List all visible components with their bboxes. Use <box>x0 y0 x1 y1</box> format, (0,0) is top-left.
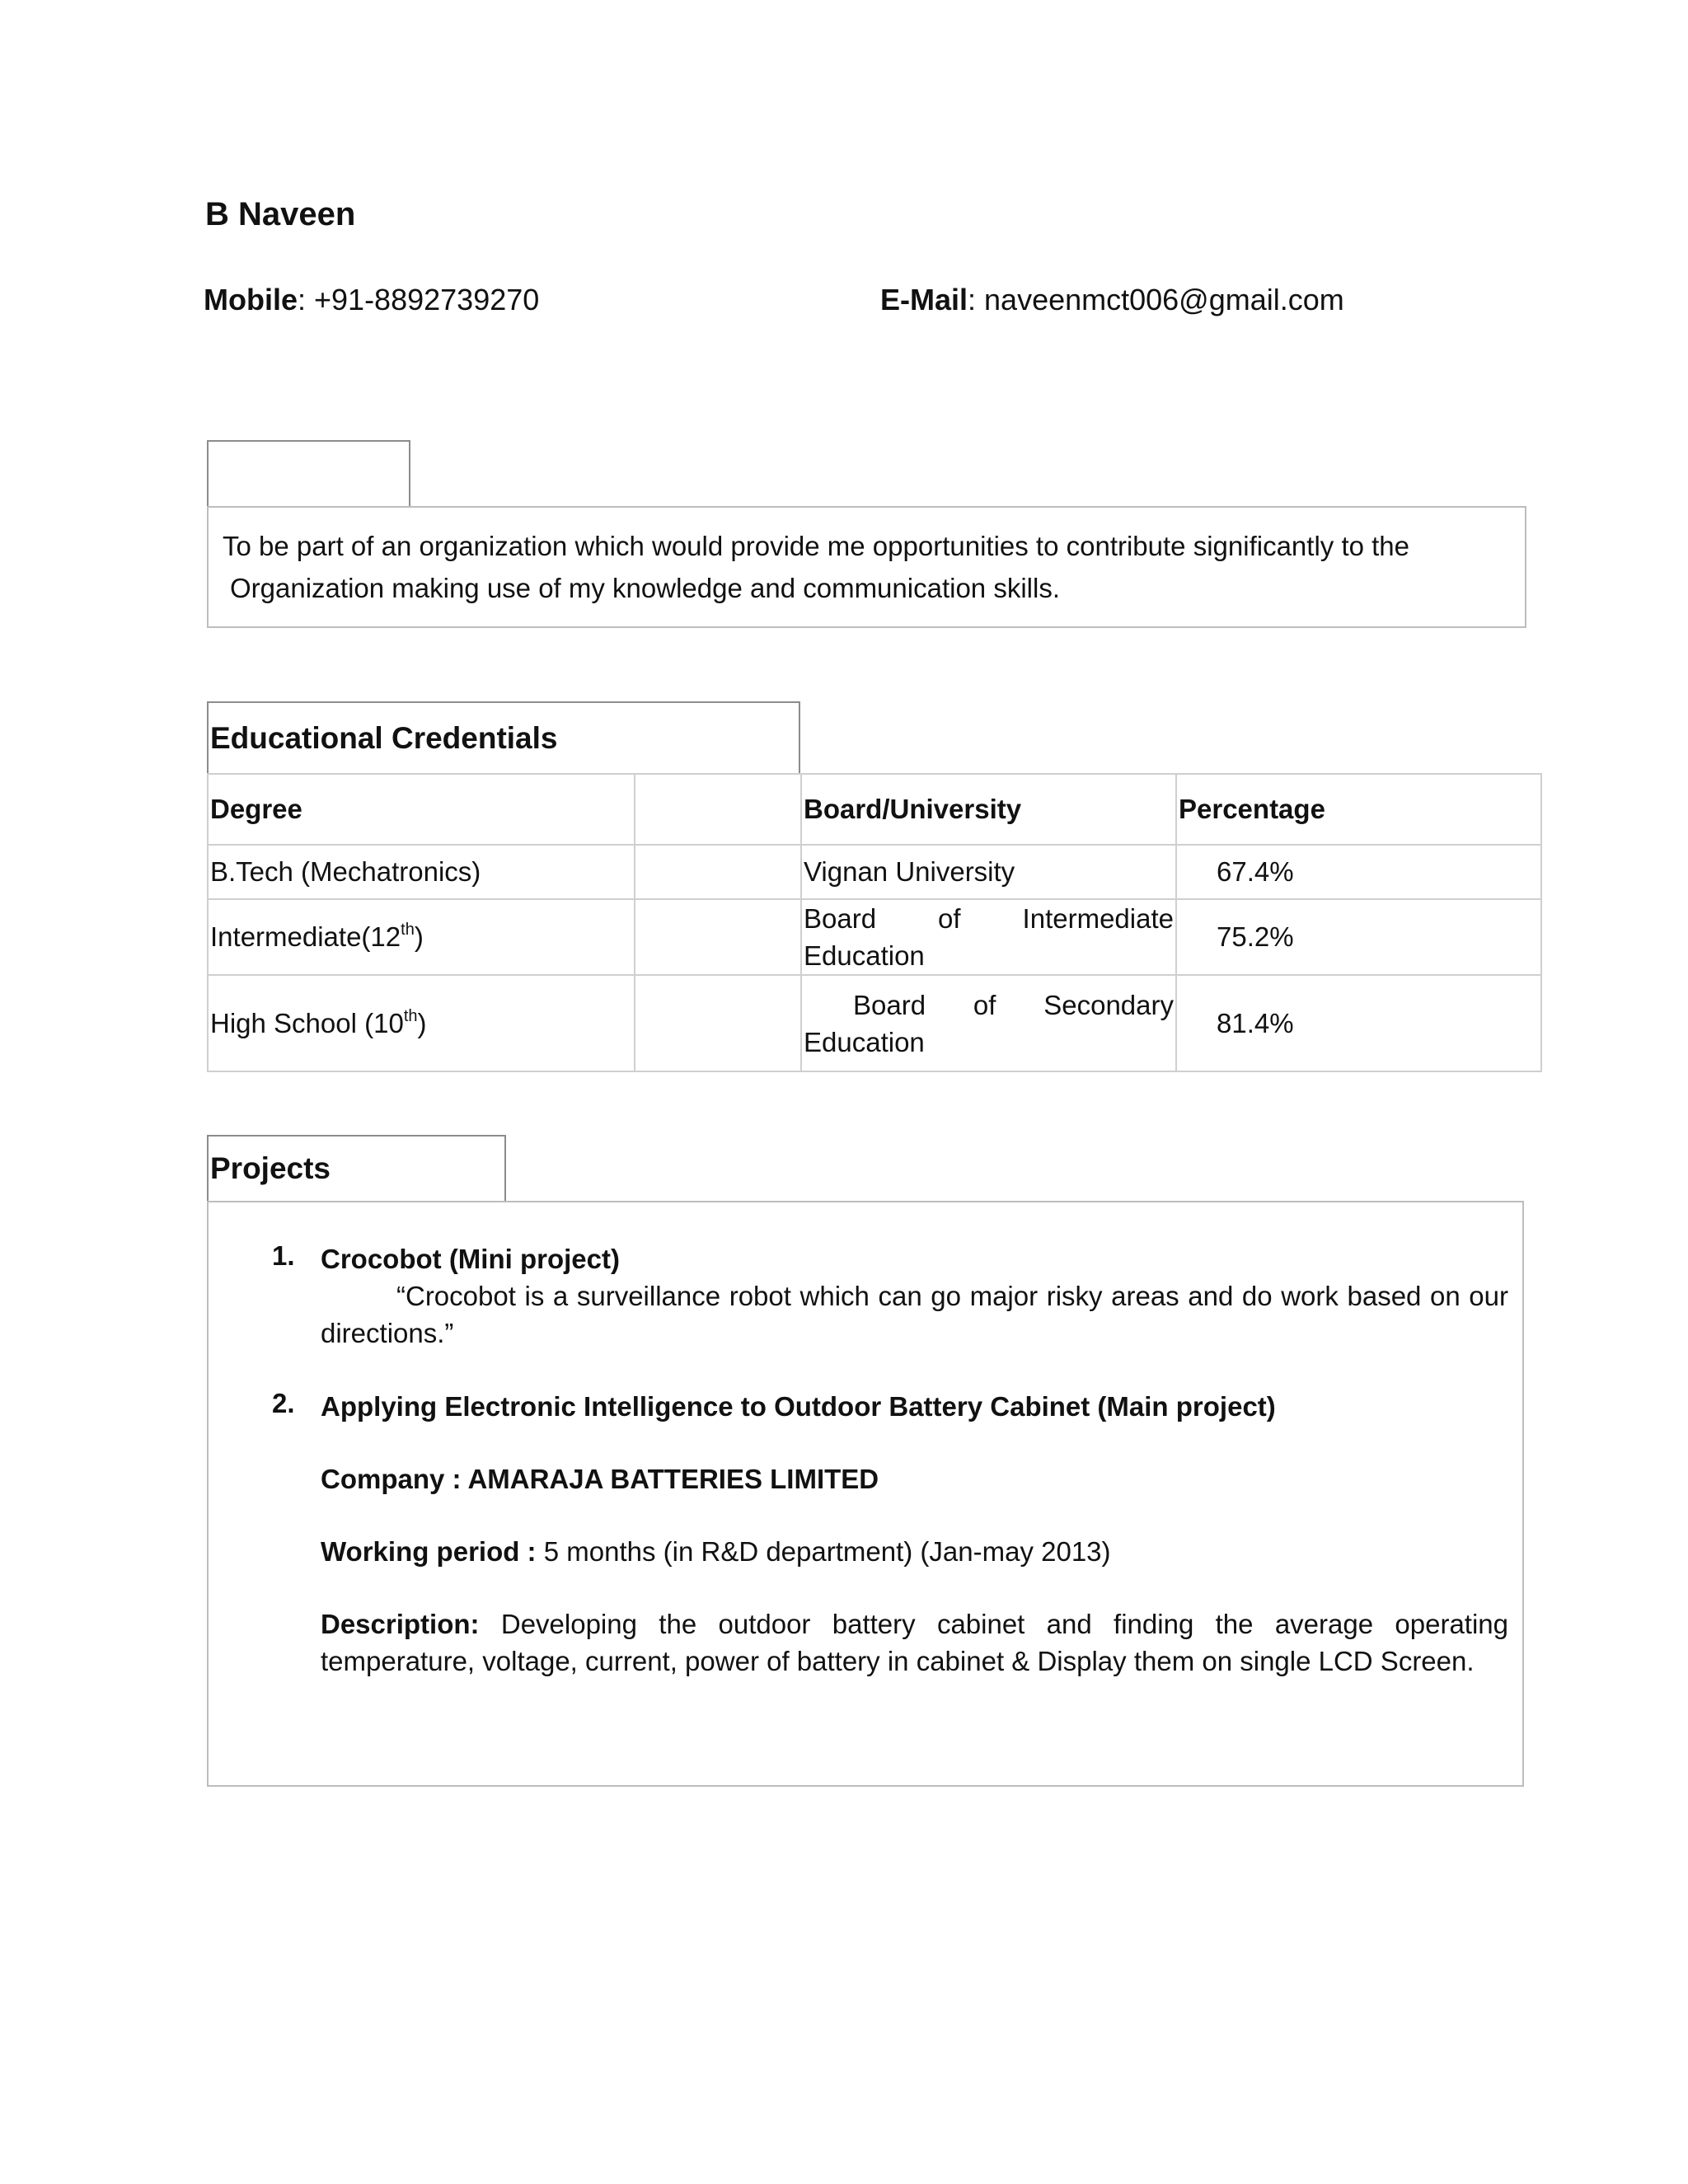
board-cell: Vignan University <box>801 845 1176 899</box>
board-cell <box>801 899 1176 975</box>
project-title: Crocobot (Mini project) <box>321 1244 620 1274</box>
degree-text: High School (10 <box>210 1007 404 1038</box>
table-row <box>208 845 1541 899</box>
education-header-row <box>208 774 1541 845</box>
header-board: Board/University <box>801 774 1176 845</box>
header-degree: Degree <box>208 774 635 845</box>
table-row <box>208 975 1541 1071</box>
percentage-cell: 67.4% <box>1176 845 1541 899</box>
project-title: Applying Electronic Intelligence to Outdoor Battery Cabinet (Main project) <box>321 1391 1276 1422</box>
email-value: : naveenmct006@gmail.com <box>968 283 1344 316</box>
degree-text: Intermediate(12 <box>210 921 401 952</box>
list-item <box>272 1388 1508 1680</box>
candidate-name: B Naveen <box>205 196 356 232</box>
email-label: E-Mail <box>880 283 968 316</box>
board-line-2: Education <box>804 940 925 971</box>
degree-cell <box>208 975 635 1071</box>
objective-line-1: To be part of an organization which would provide me opportunities to contribute significantly to the <box>223 531 1410 561</box>
project-number: 2. <box>272 1388 295 1418</box>
percentage-cell: 81.4% <box>1176 975 1541 1071</box>
education-table <box>207 773 1542 1072</box>
project-description <box>321 1605 1508 1680</box>
mobile-contact <box>204 283 539 317</box>
header-blank <box>635 774 801 845</box>
project-description <box>321 1277 1508 1352</box>
objective-line-2: Organization making use of my knowledge and communication skills. <box>230 573 1060 603</box>
degree-superscript: th <box>401 921 415 939</box>
blank-cell <box>635 975 801 1071</box>
company-value: AMARAJA BATTERIES LIMITED <box>467 1464 879 1494</box>
board-line-1: Board of Secondary <box>853 989 1174 1020</box>
objective-heading-box <box>207 440 410 508</box>
education-heading: Educational Credentials <box>210 720 558 755</box>
company-label: Company : <box>321 1464 468 1494</box>
period-label: Working period : <box>321 1536 544 1567</box>
board-line-1: Board of Intermediate <box>804 903 1174 934</box>
blank-cell <box>635 845 801 899</box>
board-line-2: Education <box>804 1026 925 1057</box>
list-item <box>272 1240 1508 1352</box>
percentage-cell: 75.2% <box>1176 899 1541 975</box>
degree-cell: B.Tech (Mechatronics) <box>208 845 635 899</box>
description-label: Description: <box>321 1609 480 1639</box>
blank-cell <box>635 899 801 975</box>
education-heading-box <box>207 701 800 775</box>
degree-superscript: th <box>403 1006 418 1025</box>
mobile-value: : +91-8892739270 <box>298 283 540 316</box>
projects-heading: Projects <box>210 1151 331 1185</box>
degree-cell <box>208 899 635 975</box>
degree-suffix: ) <box>414 921 424 952</box>
period-value: 5 months (in R&D department) (Jan-may 2013) <box>543 1536 1111 1567</box>
project-description-text: “Crocobot is a surveillance robot which can go major risky areas and do work based on our directions.” <box>321 1281 1508 1348</box>
degree-suffix: ) <box>417 1007 427 1038</box>
project-number: 1. <box>272 1240 295 1271</box>
projects-heading-box <box>207 1135 506 1202</box>
mobile-label: Mobile <box>204 283 298 316</box>
table-row <box>208 899 1541 975</box>
email-contact <box>880 283 1344 317</box>
description-value: Developing the outdoor battery cabinet and finding the average operating temperature, voltage, current, power of battery in cabinet & Display them on single LCD Screen. <box>321 1609 1509 1676</box>
project-period <box>321 1533 1508 1570</box>
objective-text <box>223 525 1525 609</box>
projects-list <box>272 1240 1508 1680</box>
board-cell <box>801 975 1176 1071</box>
header-percentage: Percentage <box>1176 774 1541 845</box>
project-company <box>321 1460 1508 1497</box>
